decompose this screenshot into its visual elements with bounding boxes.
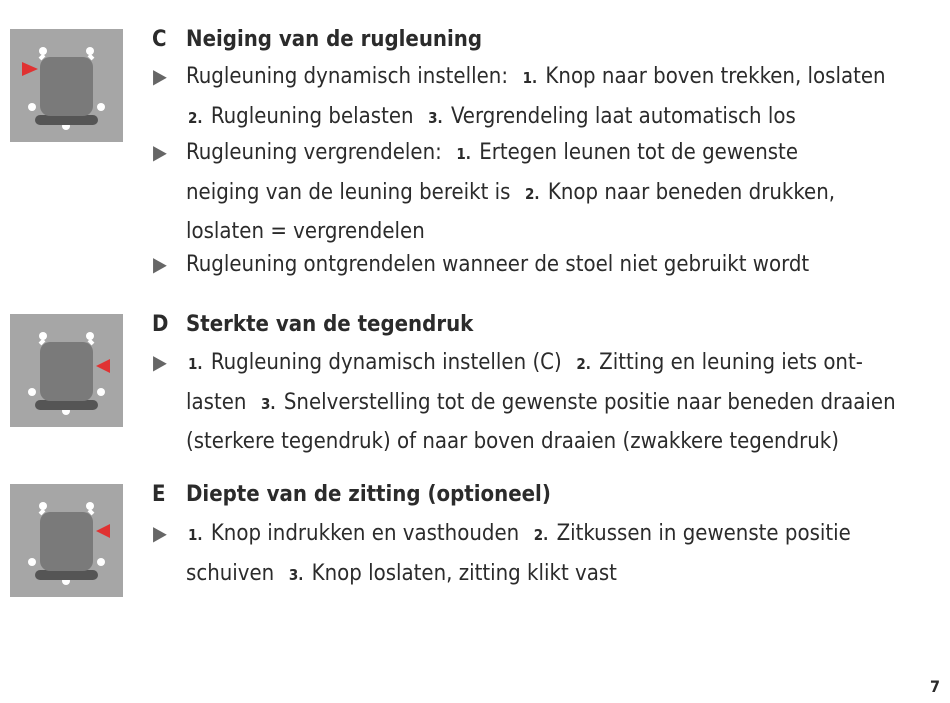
section-title: Neiging van de rugleuning xyxy=(186,27,483,52)
step-number: 1. xyxy=(188,355,203,373)
item-text: Snelverstelling tot de gewenste positie naar beneden draaien xyxy=(283,389,896,415)
arrow-right-icon: ▶ xyxy=(153,350,167,374)
step-number: 2. xyxy=(533,526,549,544)
chair-seat-depth-icon xyxy=(10,484,123,597)
item-text: (sterkere tegendruk) of naar boven draaien (zwakkere tegendruk) xyxy=(186,429,839,454)
item-text: Knop loslaten, zitting klikt vast xyxy=(311,560,617,586)
item-text: neiging van de leuning bereikt is xyxy=(186,179,511,205)
step-number: 2. xyxy=(576,355,591,373)
step-number: 3. xyxy=(288,565,304,584)
page-number: 7 xyxy=(929,677,940,696)
item-text: Knop indrukken en vasthouden xyxy=(210,521,520,546)
section-letter: C xyxy=(152,27,167,52)
item-text: Rugleuning vergrendelen: xyxy=(186,140,442,165)
item-text: lasten xyxy=(186,389,247,415)
step-number: 3. xyxy=(261,394,276,413)
item-text: Ertegen leunen tot de gewenste xyxy=(479,140,798,165)
item-text: Rugleuning ontgrendelen wanneer de stoel niet gebruikt wordt xyxy=(186,252,810,277)
step-number: 3. xyxy=(428,108,443,127)
item-text: Rugleuning dynamisch instellen: xyxy=(186,64,509,89)
section-title: Diepte van de zitting (optioneel) xyxy=(186,482,551,507)
list-item xyxy=(153,58,946,137)
step-number: 2. xyxy=(188,108,203,127)
list-item xyxy=(153,246,946,284)
item-text: Vergrendeling laat automatisch los xyxy=(450,103,796,129)
list-item xyxy=(153,515,946,594)
section-letter: E xyxy=(152,482,166,507)
list-item xyxy=(153,134,946,251)
section-title: Sterkte van de tegendruk xyxy=(186,312,474,337)
list-item xyxy=(153,344,946,461)
step-number: 1. xyxy=(456,145,471,163)
step-number: 1. xyxy=(522,69,538,87)
item-text: schuiven xyxy=(186,560,275,586)
step-number: 1. xyxy=(188,526,203,544)
step-number: 2. xyxy=(525,184,540,203)
arrow-right-icon: ▶ xyxy=(153,521,167,545)
arrow-right-icon: ▶ xyxy=(153,140,167,164)
item-text: Rugleuning dynamisch instellen (C) xyxy=(210,350,562,375)
item-text: Rugleuning belasten xyxy=(210,103,414,129)
arrow-right-icon: ▶ xyxy=(153,64,167,88)
arrow-right-icon: ▶ xyxy=(153,252,167,276)
item-text: Knop naar beneden drukken, xyxy=(547,179,836,205)
item-text: Knop naar boven trekken, loslaten xyxy=(545,64,886,89)
item-text: Zitkussen in gewenste positie xyxy=(556,521,851,546)
chair-backrest-tilt-icon xyxy=(10,29,123,142)
chair-tension-icon xyxy=(10,314,123,427)
item-text: Zitting en leuning iets ont- xyxy=(599,350,863,375)
item-text: loslaten = vergrendelen xyxy=(186,219,425,244)
section-letter: D xyxy=(152,312,169,337)
